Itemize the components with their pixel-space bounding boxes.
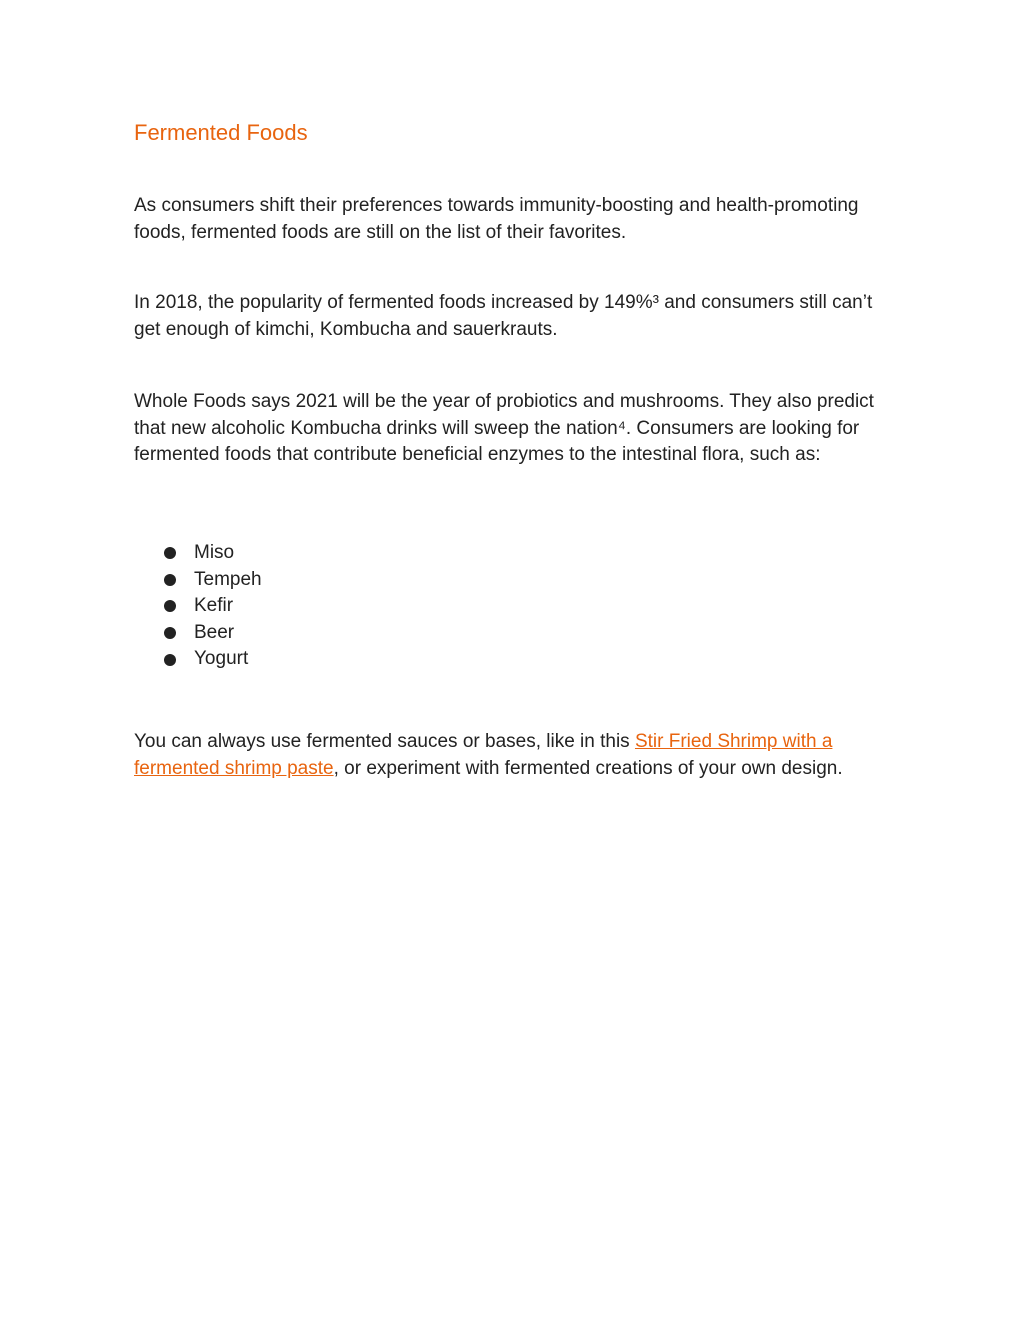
closing-text-after-link: , or experiment with fermented creations of your own design. bbox=[333, 757, 843, 779]
bullet-icon bbox=[164, 574, 176, 586]
trends-paragraph: Whole Foods says 2021 will be the year of probiotics and mushrooms. They also predict that new alcoholic Kombucha drinks will sweep the nation⁴. Consumers are looking for fermented foods that contribute beneficial enzymes to the intestinal flora, such as: bbox=[134, 391, 874, 465]
list-item-label: Miso bbox=[194, 542, 235, 563]
bullet-icon bbox=[164, 547, 176, 559]
list-item-label: Yogurt bbox=[194, 648, 249, 670]
bullet-icon bbox=[164, 654, 176, 666]
list-item-label: Tempeh bbox=[194, 568, 262, 590]
list-item bbox=[164, 567, 262, 594]
closing-paragraph bbox=[134, 729, 874, 782]
popularity-paragraph: In 2018, the popularity of fermented foods increased by 149%³ and consumers still can’t get enough of kimchi, Kombucha and sauerkrauts. bbox=[134, 292, 873, 340]
closing-text-before-link: You can always use fermented sauces or bases, like in this bbox=[134, 731, 635, 752]
recipe-link[interactable]: Stir Fried Shrimp with a fermented shrimp paste bbox=[134, 731, 833, 779]
bullet-icon bbox=[164, 600, 176, 612]
list-item-label: Beer bbox=[194, 621, 235, 643]
list-item bbox=[164, 646, 262, 673]
list-item bbox=[164, 540, 262, 567]
fermented-foods-list bbox=[164, 540, 262, 673]
list-item bbox=[164, 620, 262, 647]
bullet-icon bbox=[164, 627, 176, 639]
intro-paragraph: As consumers shift their preferences towards immunity-boosting and health-promoting foods, fermented foods are still on the list of their favorites. bbox=[134, 195, 859, 243]
list-item bbox=[164, 593, 262, 620]
page-title: Fermented Foods bbox=[134, 120, 308, 145]
list-item-label: Kefir bbox=[194, 595, 234, 617]
